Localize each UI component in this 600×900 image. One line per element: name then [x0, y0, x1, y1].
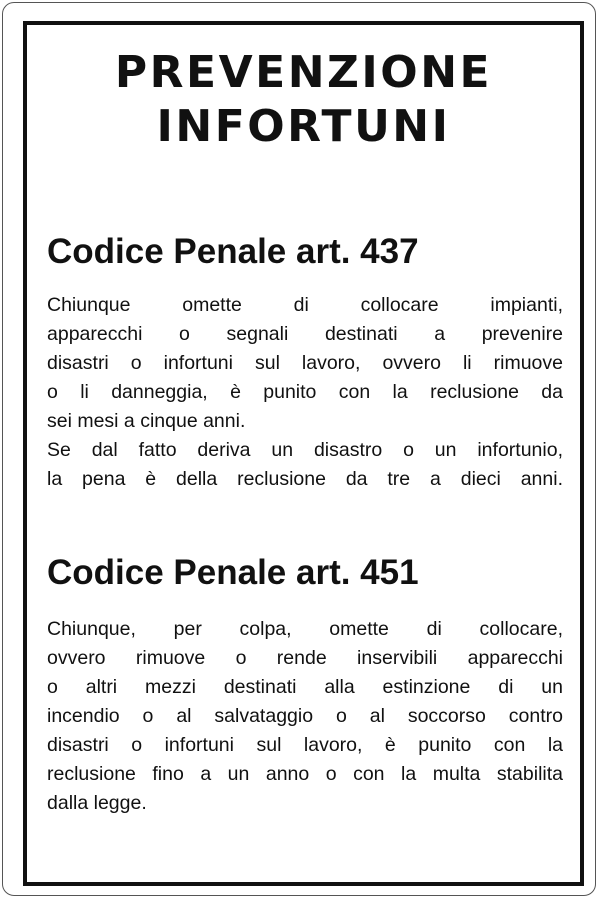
text-line: disastri o infortuni sul lavoro, è punito con la — [47, 734, 563, 756]
sign-title-line-2: INFORTUNI — [156, 101, 451, 152]
text-line: la pena è della reclusione da tre a dieci anni. — [47, 468, 563, 490]
sign-panel — [2, 2, 596, 896]
text-line: o li danneggia, è punito con la reclusione da — [47, 381, 563, 403]
text-line: reclusione fino a un anno o con la multa stabilita — [47, 763, 563, 785]
text-line: sei mesi a cinque anni. — [47, 410, 246, 432]
section-heading-art-437: Codice Penale art. 437 — [47, 232, 419, 271]
text-line: incendio o al salvataggio o al soccorso contro — [47, 705, 563, 727]
text-line: ovvero rimuove o rende inservibili apparecchi — [47, 647, 563, 669]
section-heading-art-451: Codice Penale art. 451 — [47, 553, 419, 592]
text-line: o altri mezzi destinati alla estinzione di un — [47, 676, 563, 698]
sign-title-line-1: PREVENZIONE — [114, 47, 493, 98]
text-line: disastri o infortuni sul lavoro, ovvero li rimuove — [47, 352, 563, 374]
text-line: Se dal fatto deriva un disastro o un infortunio, — [47, 439, 563, 461]
text-line: apparecchi o segnali destinati a prevenire — [47, 323, 563, 345]
text-line: dalla legge. — [47, 792, 147, 814]
section-body-art-451 — [47, 615, 563, 818]
sign-frame — [23, 21, 584, 886]
section-body-art-437 — [47, 291, 563, 494]
text-line: Chiunque omette di collocare impianti, — [47, 294, 563, 316]
text-line: Chiunque, per colpa, omette di collocare, — [47, 618, 563, 640]
